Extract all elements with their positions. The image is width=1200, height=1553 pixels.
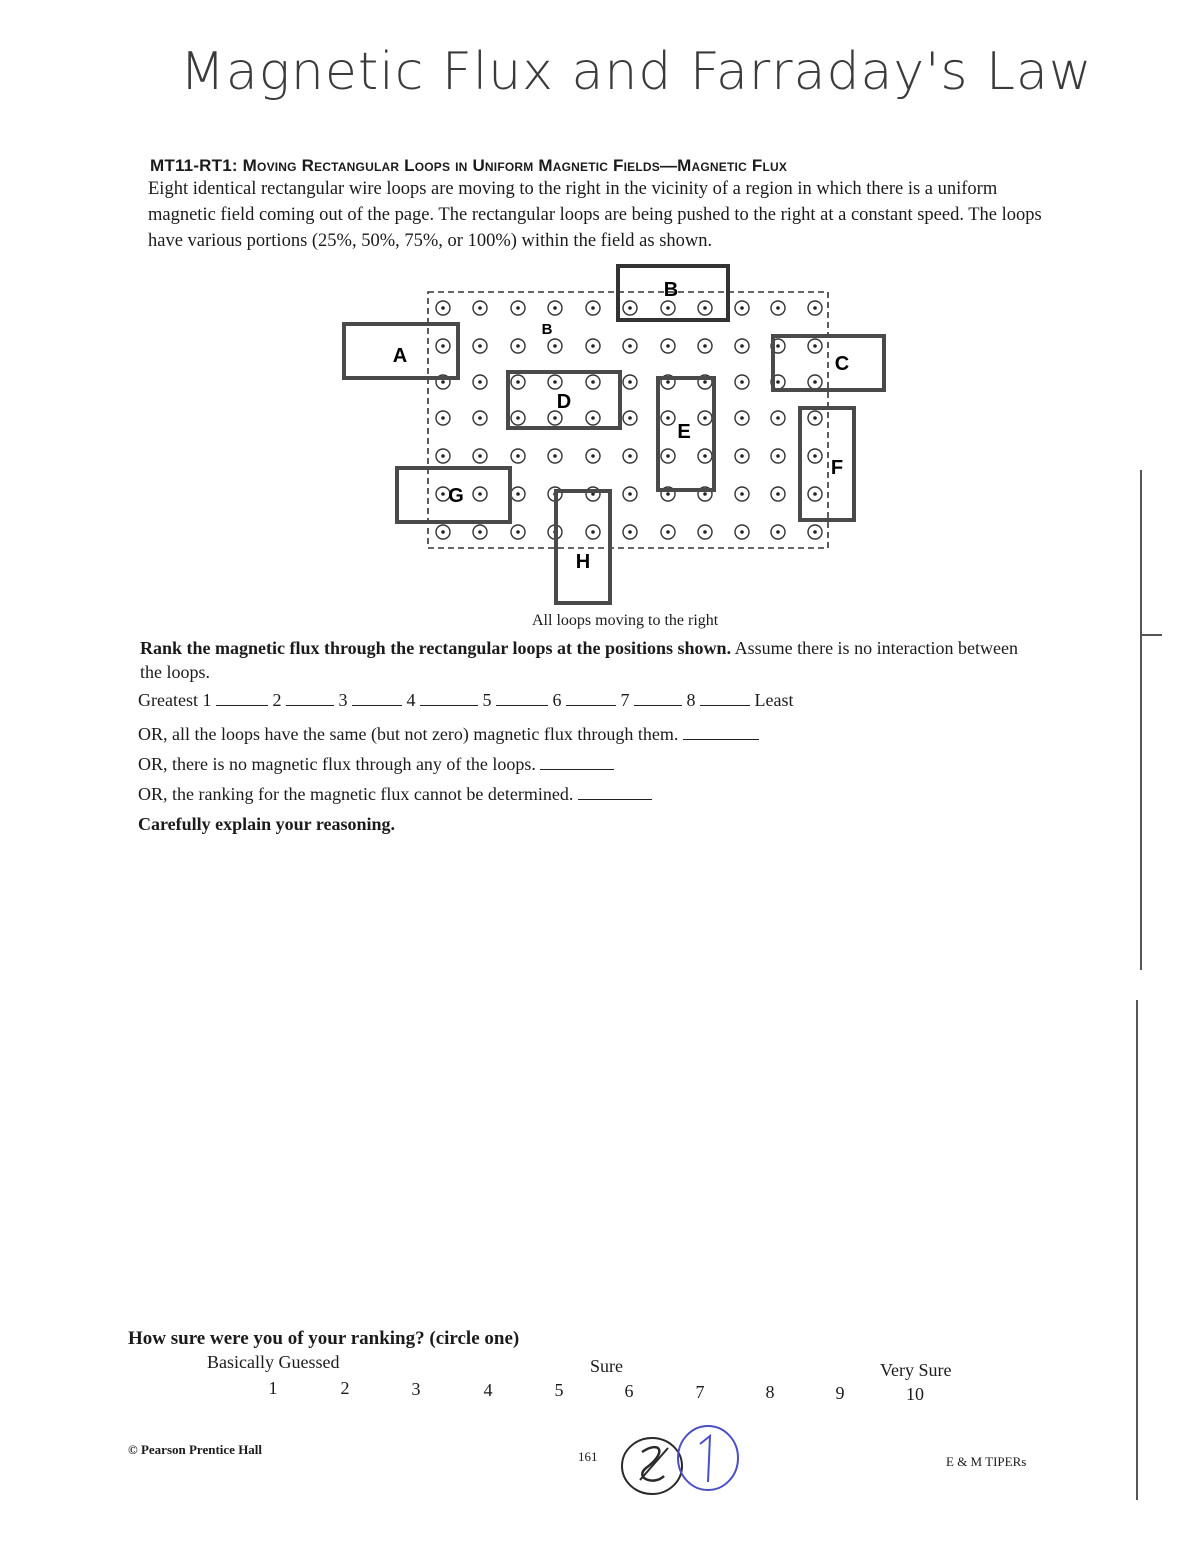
problem-intro: Eight identical rectangular wire loops are moving to the right in the vicinity of a region in which there is a uniform magnetic field coming out of the page. The rectangular loops are being pushed to the right at a constant speed. The loops have various portions (25%, 50%, 75%, or 100%) within the field as shown. bbox=[148, 179, 1042, 251]
field-dot-center bbox=[666, 492, 670, 496]
or-undetermined-text: OR, the ranking for the magnetic flux cannot be determined. bbox=[138, 784, 574, 804]
figure-caption: All loops moving to the right bbox=[532, 612, 719, 629]
footer-page-number: 161 bbox=[578, 1449, 598, 1464]
field-dot-center bbox=[628, 306, 632, 310]
confidence-option-10[interactable]: 10 bbox=[906, 1384, 924, 1404]
confidence-option-4[interactable]: 4 bbox=[483, 1380, 493, 1400]
loop-label-c: C bbox=[834, 353, 850, 375]
ranking-instruction bbox=[140, 636, 1020, 684]
field-dot-center bbox=[776, 416, 780, 420]
or-none-text: OR, there is no magnetic flux through any of the loops. bbox=[138, 754, 536, 774]
field-dot-center bbox=[591, 530, 595, 534]
field-dot-center bbox=[813, 530, 817, 534]
field-dot-center bbox=[441, 416, 445, 420]
field-dot-center bbox=[703, 380, 707, 384]
rank-pos-5: 5 bbox=[482, 690, 492, 710]
loop-h bbox=[556, 491, 610, 603]
rank-pos-3: 3 bbox=[338, 690, 348, 710]
field-dot-center bbox=[628, 344, 632, 348]
field-dot-center bbox=[441, 492, 445, 496]
loop-label-h: H bbox=[575, 551, 591, 573]
field-dot-center bbox=[553, 454, 557, 458]
rank-blank-6[interactable] bbox=[566, 691, 616, 706]
field-dot-center bbox=[553, 344, 557, 348]
loop-label-b: B bbox=[663, 279, 679, 301]
rank-blank-5[interactable] bbox=[496, 691, 548, 706]
footer-copyright: © Pearson Prentice Hall bbox=[128, 1442, 263, 1457]
confidence-option-1[interactable]: 1 bbox=[268, 1378, 278, 1398]
page-title: Magnetic Flux and Farraday's Law bbox=[180, 42, 1093, 102]
loop-label-e: E bbox=[677, 421, 691, 443]
field-dot-center bbox=[666, 344, 670, 348]
field-dot-center bbox=[628, 492, 632, 496]
or-undetermined-line bbox=[138, 784, 652, 805]
loop-f bbox=[800, 408, 854, 520]
ranking-instruction-rest: Assume there is no interaction between the loops. bbox=[140, 638, 1018, 682]
field-dot-center bbox=[591, 380, 595, 384]
scan-margin-tick bbox=[1140, 634, 1162, 636]
confidence-option-5[interactable]: 5 bbox=[554, 1380, 564, 1400]
rank-blank-1[interactable] bbox=[216, 691, 268, 706]
rank-pos-7: 7 bbox=[620, 690, 630, 710]
field-dot-center bbox=[628, 530, 632, 534]
loop-label-f: F bbox=[830, 457, 844, 479]
field-dot-center bbox=[740, 530, 744, 534]
handwritten-grade-mark bbox=[612, 1422, 752, 1502]
field-dot-center bbox=[666, 416, 670, 420]
explain-prompt: Carefully explain your reasoning. bbox=[138, 814, 396, 834]
scan-margin-line-lower bbox=[1136, 1000, 1138, 1500]
field-dot-center bbox=[740, 344, 744, 348]
field-dot-center bbox=[478, 416, 482, 420]
or-none-line bbox=[138, 754, 614, 775]
confidence-option-6[interactable]: 6 bbox=[624, 1381, 634, 1401]
field-dot-center bbox=[516, 454, 520, 458]
field-dot-center bbox=[516, 380, 520, 384]
field-dot-center bbox=[666, 306, 670, 310]
field-dot-center bbox=[740, 454, 744, 458]
field-dot-center bbox=[776, 344, 780, 348]
field-dot-center bbox=[740, 380, 744, 384]
rank-pos-2: 2 bbox=[272, 690, 282, 710]
field-dot-center bbox=[703, 416, 707, 420]
field-dot-center bbox=[591, 306, 595, 310]
problem-heading: MT11-RT1: Moving Rectangular Loops in Uniform Magnetic Fields—Magnetic Flux bbox=[150, 156, 788, 175]
field-dot-center bbox=[813, 344, 817, 348]
field-dot-center bbox=[813, 416, 817, 420]
rank-pos-8: 8 bbox=[686, 690, 696, 710]
field-dot-center bbox=[740, 492, 744, 496]
field-dot-center bbox=[628, 416, 632, 420]
field-dot-center bbox=[740, 306, 744, 310]
confidence-high-label: Very Sure bbox=[880, 1360, 952, 1380]
field-dot-center bbox=[776, 306, 780, 310]
loops-figure bbox=[330, 258, 900, 613]
field-dot-center bbox=[703, 344, 707, 348]
scan-margin-line bbox=[1140, 470, 1142, 970]
rank-blank-2[interactable] bbox=[286, 691, 334, 706]
least-label: Least bbox=[754, 690, 794, 710]
or-same-text: OR, all the loops have the same (but not zero) magnetic flux through them. bbox=[138, 724, 679, 744]
confidence-option-3[interactable]: 3 bbox=[411, 1379, 421, 1399]
field-dot-center bbox=[591, 416, 595, 420]
rank-blank-4[interactable] bbox=[420, 691, 478, 706]
field-dot-center bbox=[628, 454, 632, 458]
field-dot-center bbox=[666, 530, 670, 534]
field-dot-center bbox=[703, 492, 707, 496]
loop-label-a: A bbox=[392, 345, 408, 367]
field-dot-center bbox=[441, 344, 445, 348]
field-dot-center bbox=[740, 416, 744, 420]
field-dot-center bbox=[441, 454, 445, 458]
field-dot-center bbox=[516, 492, 520, 496]
field-dot-center bbox=[478, 530, 482, 534]
field-dot-center bbox=[478, 454, 482, 458]
field-dot-center bbox=[553, 416, 557, 420]
field-dot-center bbox=[813, 492, 817, 496]
field-dot-center bbox=[441, 306, 445, 310]
confidence-option-8[interactable]: 8 bbox=[765, 1382, 775, 1402]
field-dot-center bbox=[703, 454, 707, 458]
field-dot-center bbox=[516, 416, 520, 420]
field-dot-center bbox=[776, 530, 780, 534]
confidence-low-label: Basically Guessed bbox=[207, 1352, 340, 1372]
field-dot-center bbox=[591, 344, 595, 348]
rank-blank-8[interactable] bbox=[700, 691, 750, 706]
footer-book-title: E & M TIPERs bbox=[946, 1454, 1027, 1469]
or-undetermined-blank[interactable] bbox=[578, 785, 652, 800]
field-dot-center bbox=[478, 306, 482, 310]
or-same-blank[interactable] bbox=[683, 725, 759, 740]
field-dot-center bbox=[813, 454, 817, 458]
field-dot-center bbox=[813, 380, 817, 384]
or-none-blank[interactable] bbox=[540, 755, 614, 770]
rank-pos-6: 6 bbox=[552, 690, 562, 710]
loop-label-d: D bbox=[556, 391, 572, 413]
ranking-instruction-bold: Rank the magnetic flux through the rectangular loops at the positions shown. bbox=[140, 638, 732, 658]
ranking-line bbox=[138, 690, 793, 711]
confidence-option-2[interactable]: 2 bbox=[340, 1378, 350, 1398]
rank-blank-7[interactable] bbox=[634, 691, 682, 706]
field-dot-center bbox=[516, 530, 520, 534]
field-dot-center bbox=[776, 492, 780, 496]
field-dot-center bbox=[441, 530, 445, 534]
rank-blank-3[interactable] bbox=[352, 691, 402, 706]
field-dot-center bbox=[478, 492, 482, 496]
confidence-option-7[interactable]: 7 bbox=[695, 1382, 705, 1402]
field-region bbox=[428, 292, 828, 548]
confidence-mid-label: Sure bbox=[590, 1356, 623, 1376]
or-same-line bbox=[138, 724, 759, 745]
loop-label-g: G bbox=[448, 485, 464, 507]
field-dot-center bbox=[516, 344, 520, 348]
field-dot-center bbox=[813, 306, 817, 310]
field-dot-center bbox=[666, 454, 670, 458]
greatest-label: Greatest 1 bbox=[138, 690, 212, 710]
field-dot-center bbox=[441, 380, 445, 384]
field-dot-center bbox=[703, 530, 707, 534]
rank-pos-4: 4 bbox=[406, 690, 416, 710]
field-dot-center bbox=[776, 454, 780, 458]
field-dot-center bbox=[553, 306, 557, 310]
field-dot-center bbox=[478, 344, 482, 348]
field-dot-center bbox=[666, 380, 670, 384]
field-dot-center bbox=[628, 380, 632, 384]
confidence-question: How sure were you of your ranking? (circle one) bbox=[128, 1328, 520, 1349]
stray-label: B bbox=[541, 321, 553, 338]
field-dot-center bbox=[776, 380, 780, 384]
confidence-option-9[interactable]: 9 bbox=[835, 1383, 845, 1403]
field-dots bbox=[436, 301, 822, 539]
field-dot-center bbox=[516, 306, 520, 310]
field-dot-center bbox=[478, 380, 482, 384]
field-dot-center bbox=[553, 380, 557, 384]
field-dot-center bbox=[591, 454, 595, 458]
field-dot-center bbox=[703, 306, 707, 310]
